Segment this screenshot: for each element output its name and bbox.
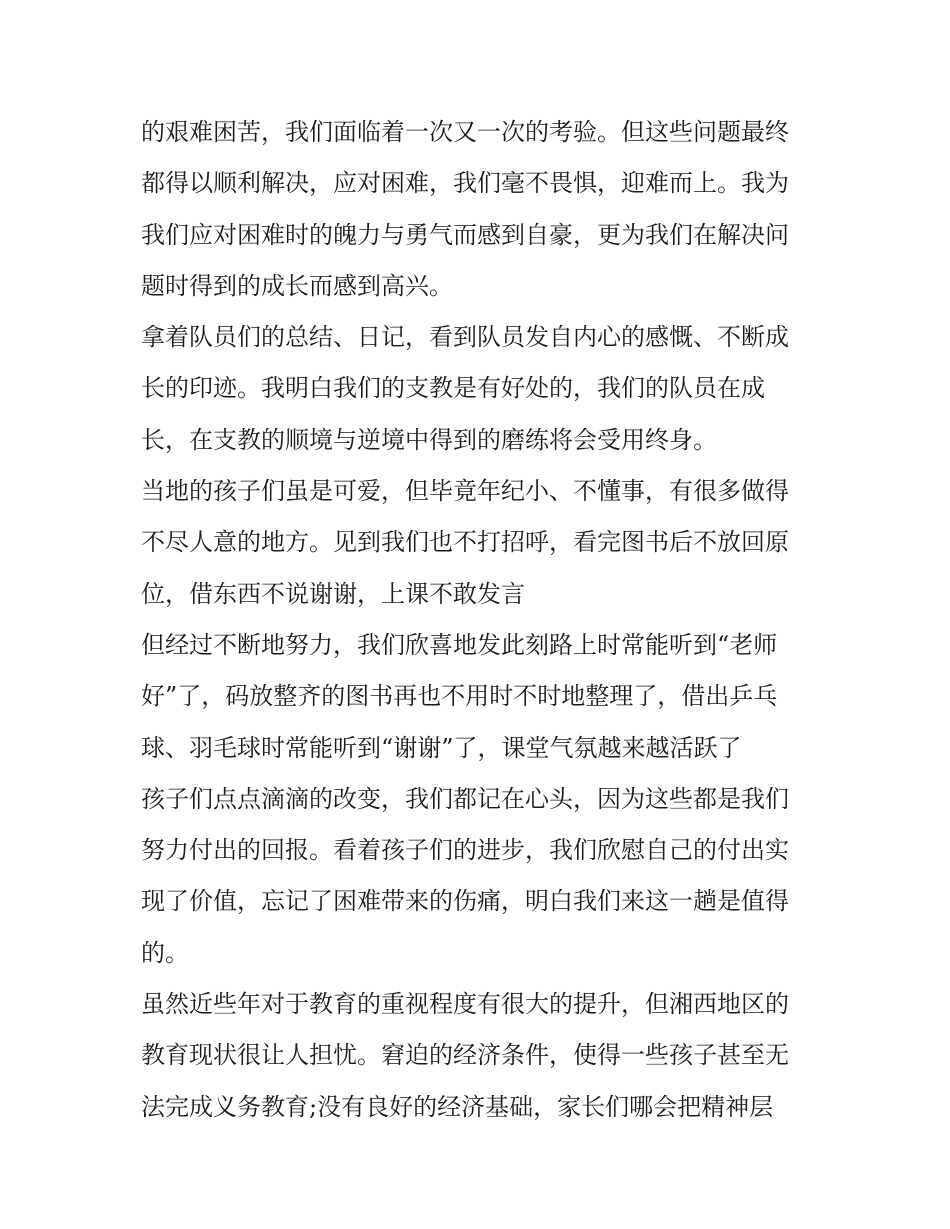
document-body — [141, 107, 821, 1133]
text-line: 我们应对困难时的魄力与勇气而感到自豪，更为我们在解决问 — [141, 220, 789, 249]
text-line: 都得以顺利解决，应对困难，我们毫不畏惧，迎难而上。我为 — [141, 169, 789, 198]
text-line: 题时得到的成长而感到高兴。 — [141, 271, 453, 300]
text-line: 长的印迹。我明白我们的支教是有好处的，我们的队员在成 — [141, 374, 765, 403]
text-line: 的。 — [141, 938, 189, 967]
text-line: 拿着队员们的总结、日记，看到队员发自内心的感慨、不断成 — [141, 323, 789, 352]
text-line: 的艰难困苦，我们面临着一次又一次的考验。但这些问题最终 — [141, 118, 789, 146]
text-line: 虽然近些年对于教育的重视程度有很大的提升，但湘西地区的 — [141, 990, 789, 1019]
text-line: 位，借东西不说谢谢，上课不敢发言 — [141, 579, 525, 608]
text-line: 但经过不断地努力，我们欣喜地发此刻路上时常能听到“老师 — [141, 630, 778, 659]
text-line: 法完成义务教育;没有良好的经济基础，家长们哪会把精神层 — [141, 1092, 774, 1121]
text-line: 现了价值，忘记了困难带来的伤痛，明白我们来这一趟是值得 — [141, 887, 789, 916]
text-line: 当地的孩子们虽是可爱，但毕竟年纪小、不懂事，有很多做得 — [141, 477, 789, 506]
text-line: 努力付出的回报。看着孩子们的进步，我们欣慰自己的付出实 — [141, 836, 789, 865]
text-line: 孩子们点点滴滴的改变，我们都记在心头，因为这些都是我们 — [141, 784, 789, 813]
text-line: 球、羽毛球时常能听到“谢谢”了，课堂气氛越来越活跃了 — [141, 733, 742, 762]
text-line: 教育现状很让人担忧。窘迫的经济条件，使得一些孩子甚至无 — [141, 1041, 789, 1070]
text-line: 好”了，码放整齐的图书再也不用时不时地整理了，借出乒乓 — [141, 682, 778, 711]
text-line: 不尽人意的地方。见到我们也不打招呼，看完图书后不放回原 — [141, 528, 789, 557]
text-line: 长，在支教的顺境与逆境中得到的磨练将会受用终身。 — [141, 425, 717, 454]
